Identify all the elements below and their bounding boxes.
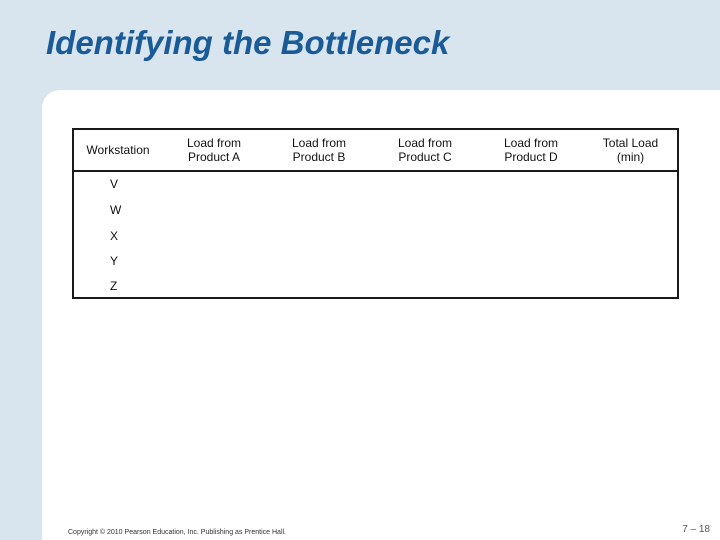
header-load-product-c: Load from Product C: [397, 136, 453, 164]
page-number: 7 – 18: [682, 524, 710, 535]
footer-copyright: Copyright © 2010 Pearson Education, Inc. Publishing as Prentice Hall.: [68, 529, 287, 536]
table-row-label: W: [110, 203, 122, 217]
header-workstation: Workstation: [86, 143, 150, 157]
workstation-load-table: [72, 128, 679, 299]
header-load-product-b: Load from Product B: [291, 136, 347, 164]
table-row-label: X: [110, 229, 119, 243]
header-load-product-a: Load from Product A: [186, 136, 242, 164]
table-row-label: V: [110, 177, 119, 191]
slide-title: Identifying the Bottleneck: [46, 24, 450, 61]
header-total-load: Total Load (min): [602, 136, 659, 164]
table-header-row: [74, 130, 677, 172]
table-row-label: Y: [110, 254, 119, 268]
header-load-product-d: Load from Product D: [503, 136, 559, 164]
table-row-label: Z: [110, 279, 118, 293]
